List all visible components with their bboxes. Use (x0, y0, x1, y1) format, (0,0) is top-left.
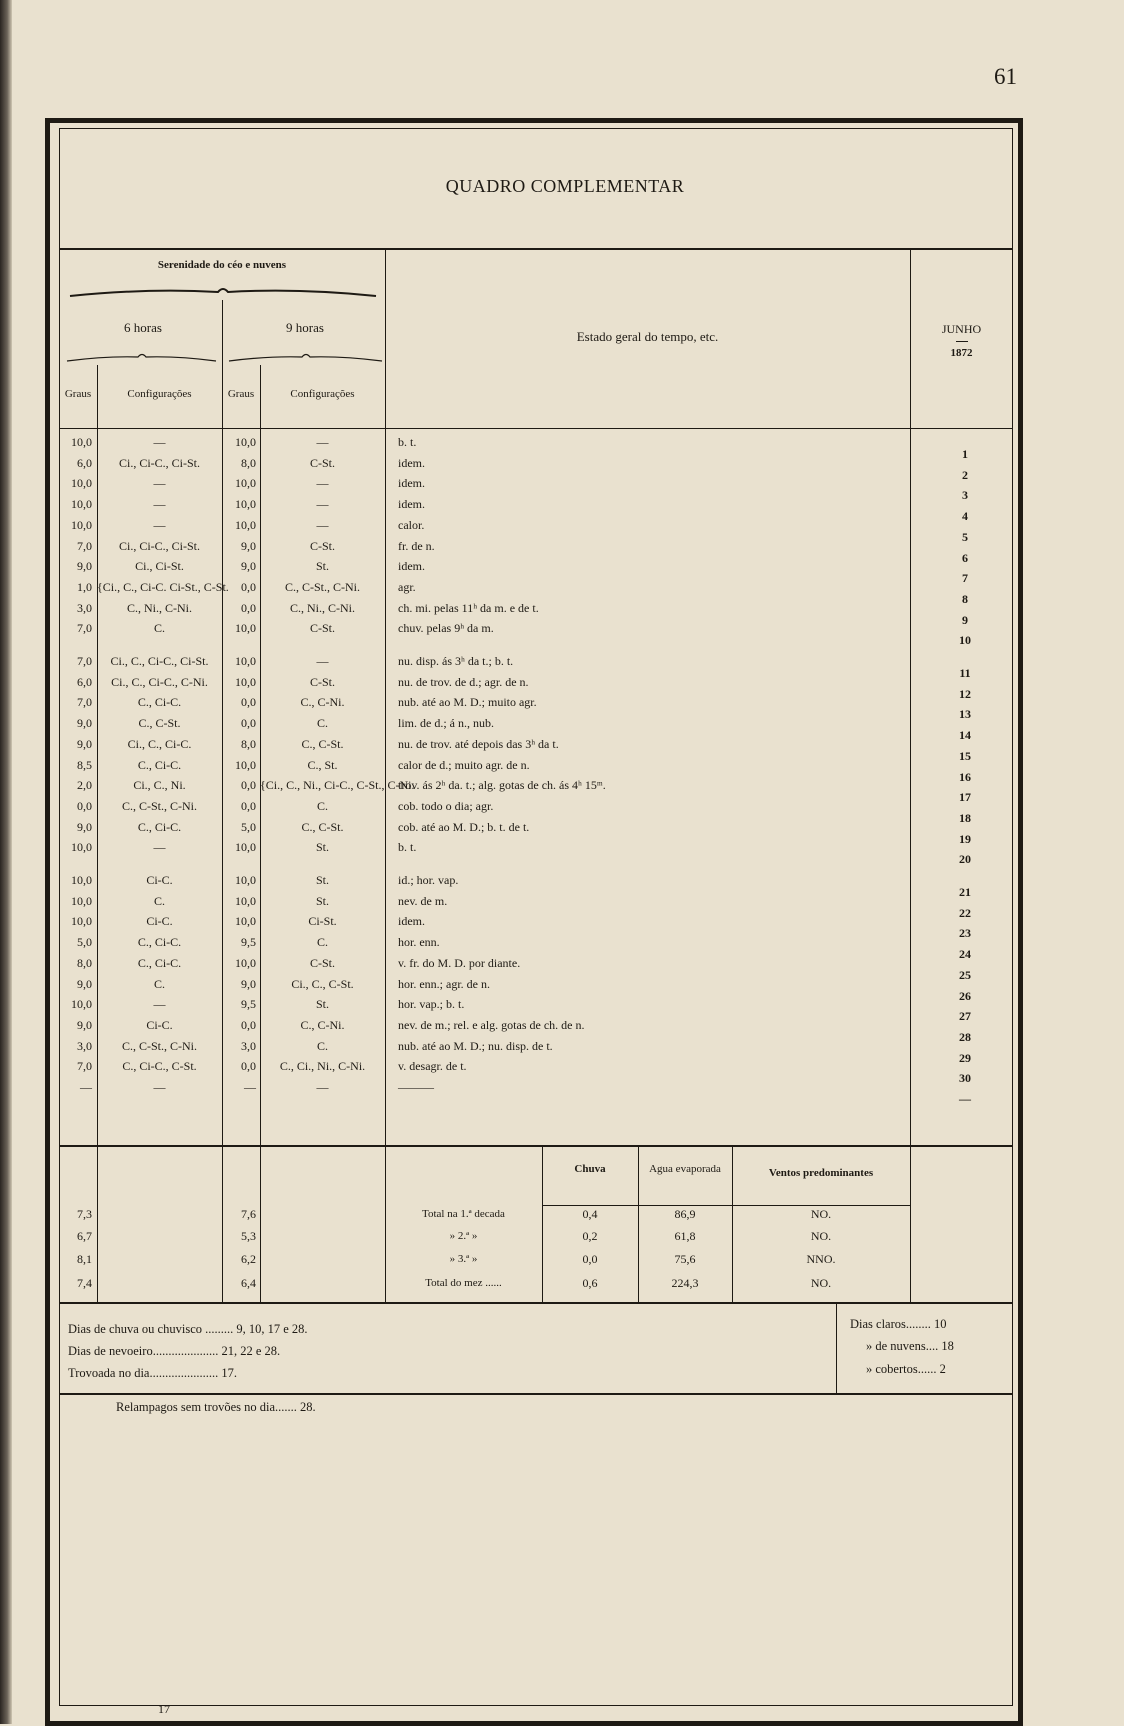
month-rule (956, 341, 968, 342)
graus-6-cell: 9,0 (77, 1018, 92, 1032)
year-header: 1872 (950, 347, 973, 359)
day-cell: 8 (962, 592, 968, 606)
day-cell: 12 (959, 687, 971, 701)
body-bottom-rule (59, 1145, 1013, 1147)
summary-graus-6: 7,4 (77, 1276, 92, 1290)
day-cell: 28 (959, 1030, 971, 1044)
estado-cell: calor de d.; muito agr. de n. (398, 758, 530, 772)
graus-6-header: Graus (64, 388, 92, 400)
config-6-cell: C., C-St., C-Ni. (121, 799, 197, 813)
col-rule-5 (910, 248, 911, 1302)
header-bottom-rule (59, 428, 1013, 429)
estado-cell: hor. enn.; agr. de n. (398, 977, 490, 991)
graus-6-cell: 7,0 (77, 621, 92, 635)
day-cell: — (959, 1092, 971, 1106)
config-9-cell: C., Ni., C-Ni. (289, 601, 355, 615)
summary-graus-9: 7,6 (241, 1207, 256, 1221)
config-9-cell: — (316, 1080, 329, 1094)
estado-cell: b. t. (398, 435, 417, 449)
config-6-cell: Ci., C., Ci-C., Ci-St. (110, 654, 209, 668)
group-header: Serenidade do céo e nuvens (157, 259, 287, 271)
group-brace (68, 286, 378, 298)
graus-6-cell: 10,0 (71, 894, 92, 908)
day-cell: 24 (959, 947, 971, 961)
summary-agua: 75,6 (674, 1252, 696, 1266)
config-6-cell: {Ci., C., Ci-C. Ci-St., C-St. (97, 580, 229, 594)
day-cell: 4 (962, 509, 968, 523)
graus-9-cell: 0,0 (241, 716, 256, 730)
config-6-cell: Ci., C., Ci-C. (127, 737, 192, 751)
ventos-header: Ventos predominantes (768, 1167, 874, 1179)
estado-cell: idem. (398, 497, 425, 511)
config-6-cell: Ci., C., Ni. (133, 778, 186, 792)
graus-6-cell: 6,0 (77, 675, 92, 689)
config-6-cell: C., Ci-C. (137, 820, 182, 834)
day-cell: 7 (962, 571, 968, 585)
summary-bottom-rule (59, 1302, 1013, 1304)
config-6-cell: Ci-C. (146, 873, 173, 887)
estado-cell: calor. (398, 518, 425, 532)
config-9-cell: — (316, 497, 329, 511)
graus-9-cell: 5,0 (241, 820, 256, 834)
summary-graus-6: 7,3 (77, 1207, 92, 1221)
day-cell: 2 (962, 468, 968, 482)
config-6-cell: C. (153, 621, 165, 635)
estado-cell: nu. disp. ás 3ʰ da t.; b. t. (398, 654, 514, 668)
graus-6-cell: 8,0 (77, 956, 92, 970)
estado-cell: idem. (398, 559, 425, 573)
day-cell: 10 (959, 633, 971, 647)
config-9-header: Configurações (290, 388, 355, 400)
config-6-cell: C., Ni., C-Ni. (126, 601, 192, 615)
graus-9-cell: 10,0 (235, 956, 256, 970)
summary-agua: 61,8 (674, 1229, 696, 1243)
config-6-cell: — (153, 497, 166, 511)
summary-chuva: 0,6 (582, 1276, 598, 1290)
summary-graus-9: 6,2 (241, 1252, 256, 1266)
graus-9-cell: 10,0 (235, 894, 256, 908)
config-6-cell: C., C-St. (138, 716, 181, 730)
config-9-cell: C., C-Ni. (300, 695, 345, 709)
day-cell: 1 (962, 447, 968, 461)
config-6-cell: — (153, 997, 166, 1011)
day-cell: 19 (959, 832, 971, 846)
graus-6-cell: 6,0 (77, 456, 92, 470)
hour-6-header: 6 horas (124, 320, 162, 335)
summary-vento: NO. (810, 1276, 832, 1290)
graus-9-cell: 10,0 (235, 873, 256, 887)
hour-6-brace (66, 352, 218, 362)
graus-6-cell: 1,0 (77, 580, 92, 594)
day-cell: 15 (959, 749, 971, 763)
summary-chuva: 0,2 (582, 1229, 598, 1243)
config-6-cell: — (153, 518, 166, 532)
config-6-cell: Ci-C. (146, 1018, 173, 1032)
config-9-cell: — (316, 518, 329, 532)
graus-6-cell: 10,0 (71, 435, 92, 449)
estado-cell: trov. ás 2ʰ da. t.; alg. gotas de ch. ás 4ʰ 15ᵐ. (398, 778, 606, 792)
config-9-cell: C., C-St., C-Ni. (284, 580, 360, 594)
estado-cell: idem. (398, 456, 425, 470)
graus-9-cell: 9,0 (241, 539, 256, 553)
day-cell: 27 (959, 1009, 971, 1023)
config-6-cell: Ci., Ci-C., Ci-St. (118, 456, 201, 470)
estado-cell: fr. de n. (398, 539, 435, 553)
estado-cell: b. t. (398, 840, 417, 854)
graus-9-cell: 0,0 (241, 695, 256, 709)
config-9-cell: St. (315, 894, 329, 908)
config-6-cell: C., Ci-C. (137, 935, 182, 949)
day-cell: 14 (959, 728, 971, 742)
config-9-cell: St. (315, 559, 329, 573)
graus-6-cell: 9,0 (77, 559, 92, 573)
summary-agua: 86,9 (674, 1207, 696, 1221)
graus-6-cell: 8,5 (77, 758, 92, 772)
hour-9-header: 9 horas (286, 320, 324, 335)
book-spine (0, 0, 12, 1724)
estado-cell: hor. vap.; b. t. (398, 997, 465, 1011)
graus-9-cell: 10,0 (235, 758, 256, 772)
summary-chuva: 0,4 (582, 1207, 598, 1221)
hour-9-brace (228, 352, 384, 362)
day-cell: 17 (959, 790, 971, 804)
graus-6-cell: 3,0 (77, 601, 92, 615)
config-6-cell: Ci., Ci-St. (135, 559, 184, 573)
graus-9-cell: 0,0 (241, 580, 256, 594)
footer-chuva: Dias de chuva ou chuvisco ......... 9, 10, 17 e 28. (68, 1322, 308, 1336)
summary-label: » 3.ª » (449, 1253, 478, 1265)
graus-6-cell: 0,0 (77, 799, 92, 813)
month-header: JUNHO (941, 322, 982, 336)
day-cell: 3 (962, 488, 968, 502)
config-9-cell: C. (316, 799, 328, 813)
graus-6-cell: 9,0 (77, 716, 92, 730)
summary-label: » 2.ª » (449, 1230, 478, 1242)
graus-6-cell: 10,0 (71, 840, 92, 854)
footer-nevoeiro: Dias de nevoeiro..................... 21, 22 e 28. (68, 1344, 281, 1358)
graus-6-cell: 10,0 (71, 476, 92, 490)
estado-cell: nub. até ao M. D.; nu. disp. de t. (398, 1039, 553, 1053)
day-cell: 6 (962, 551, 968, 565)
estado-cell: nu. de trov. de d.; agr. de n. (398, 675, 529, 689)
day-cell: 23 (959, 926, 971, 940)
estado-cell: cob. todo o dia; agr. (398, 799, 494, 813)
graus-9-header: Graus (227, 388, 255, 400)
config-9-cell: — (316, 476, 329, 490)
graus-6-cell: 3,0 (77, 1039, 92, 1053)
graus-6-cell: 10,0 (71, 497, 92, 511)
config-6-cell: Ci-C. (146, 914, 173, 928)
footer-claros: Dias claros........ 10 (850, 1317, 947, 1331)
graus-6-cell: 10,0 (71, 997, 92, 1011)
config-9-cell: C. (316, 716, 328, 730)
estado-cell: chuv. pelas 9ʰ da m. (398, 621, 494, 635)
graus-9-cell: 3,0 (241, 1039, 256, 1053)
summary-label: Total na 1.ª decada (422, 1208, 505, 1220)
sheet-number: 17 (158, 1702, 170, 1716)
graus-6-cell: 9,0 (77, 737, 92, 751)
estado-cell: id.; hor. vap. (398, 873, 459, 887)
graus-6-cell: 5,0 (77, 935, 92, 949)
day-cell: 21 (959, 885, 971, 899)
config-9-cell: C. (316, 1039, 328, 1053)
config-6-cell: — (153, 476, 166, 490)
graus-9-cell: 10,0 (235, 654, 256, 668)
config-9-cell: St. (315, 873, 329, 887)
config-6-cell: Ci., Ci-C., Ci-St. (118, 539, 201, 553)
day-cell: 11 (959, 666, 971, 680)
graus-9-cell: 10,0 (235, 675, 256, 689)
estado-cell: idem. (398, 476, 425, 490)
day-cell: 30 (959, 1071, 971, 1085)
config-6-cell: C., Ci-C. (137, 758, 182, 772)
graus-6-cell: 7,0 (77, 1059, 92, 1073)
estado-cell: v. fr. do M. D. por diante. (398, 956, 521, 970)
config-9-cell: C., C-Ni. (300, 1018, 345, 1032)
day-cell: 20 (959, 852, 971, 866)
graus-6-cell: 10,0 (71, 914, 92, 928)
day-cell: 25 (959, 968, 971, 982)
graus-9-cell: 9,0 (241, 977, 256, 991)
graus-9-cell: 10,0 (235, 840, 256, 854)
graus-9-cell: 10,0 (235, 476, 256, 490)
day-cell: 13 (959, 707, 971, 721)
graus-9-cell: 0,0 (241, 601, 256, 615)
summary-vento: NO. (810, 1229, 832, 1243)
config-6-cell: C., Ci-C. (137, 956, 182, 970)
config-9-cell: C-St. (309, 539, 335, 553)
config-9-cell: {Ci., C., Ni., Ci-C., C-St., C-Ni. (260, 778, 415, 792)
estado-cell: hor. enn. (398, 935, 440, 949)
config-9-cell: St. (315, 840, 329, 854)
config-9-cell: C., C-St. (301, 820, 344, 834)
graus-9-cell: 10,0 (235, 518, 256, 532)
agua-header: Agua evaporada (649, 1163, 721, 1175)
config-6-cell: C., Ci-C., C-St. (122, 1059, 197, 1073)
graus-6-cell: 7,0 (77, 539, 92, 553)
config-6-cell: C. (153, 894, 165, 908)
summary-graus-9: 5,3 (241, 1229, 256, 1243)
footer-col-rule (836, 1302, 837, 1393)
config-9-cell: C-St. (309, 621, 335, 635)
config-6-cell: C., C-St., C-Ni. (121, 1039, 197, 1053)
config-9-cell: C-St. (309, 675, 335, 689)
graus-6-cell: 10,0 (71, 518, 92, 532)
config-9-cell: C., St. (307, 758, 338, 772)
graus-6-cell: 9,0 (77, 977, 92, 991)
config-6-cell: Ci., C., Ci-C., C-Ni. (111, 675, 208, 689)
estado-cell: agr. (398, 580, 416, 594)
graus-6-cell: 9,0 (77, 820, 92, 834)
day-cell: 18 (959, 811, 971, 825)
config-9-cell: C-St. (309, 956, 335, 970)
graus-9-cell: 9,5 (241, 935, 256, 949)
estado-cell: idem. (398, 914, 425, 928)
day-cell: 29 (959, 1051, 971, 1065)
day-cell: 16 (959, 770, 971, 784)
config-9-cell: C-St. (309, 456, 335, 470)
estado-cell: lim. de d.; á n., nub. (398, 716, 494, 730)
table-top-rule (59, 248, 1013, 250)
day-cell: 5 (962, 530, 968, 544)
graus-9-cell: — (244, 1080, 256, 1094)
estado-cell: nev. de m.; rel. e alg. gotas de ch. de n. (398, 1018, 585, 1032)
graus-9-cell: 9,5 (241, 997, 256, 1011)
graus-6-cell: 2,0 (77, 778, 92, 792)
graus-9-cell: 9,0 (241, 559, 256, 573)
footer-bottom-rule (59, 1393, 1013, 1395)
summary-graus-9: 6,4 (241, 1276, 256, 1290)
graus-9-cell: 8,0 (241, 456, 256, 470)
summary-head-rule (542, 1205, 910, 1206)
estado-cell: ch. mi. pelas 11ʰ da m. e de t. (398, 601, 539, 615)
config-9-cell: — (316, 435, 329, 449)
estado-cell: nu. de trov. até depois das 3ʰ da t. (398, 737, 559, 751)
day-cell: 26 (959, 989, 971, 1003)
config-6-cell: — (153, 1080, 166, 1094)
summary-graus-6: 6,7 (77, 1229, 92, 1243)
config-9-cell: Ci-St. (308, 914, 337, 928)
estado-cell: ——— (398, 1080, 434, 1094)
graus-9-cell: 10,0 (235, 914, 256, 928)
config-6-header: Configurações (127, 388, 192, 400)
footer-trovoada: Trovoada no dia...................... 17. (68, 1366, 237, 1380)
config-6-cell: C., Ci-C. (137, 695, 182, 709)
footer-nuvens: » de nuvens.... 18 (866, 1339, 954, 1353)
graus-9-cell: 0,0 (241, 799, 256, 813)
day-cell: 22 (959, 906, 971, 920)
config-9-cell: St. (315, 997, 329, 1011)
config-9-cell: Ci., C., C-St. (291, 977, 354, 991)
config-9-cell: C. (316, 935, 328, 949)
estado-cell: nev. de m. (398, 894, 448, 908)
estado-cell: nub. até ao M. D.; muito agr. (398, 695, 537, 709)
estado-cell: v. desagr. de t. (398, 1059, 467, 1073)
summary-vento: NNO. (806, 1252, 836, 1266)
page-title: QUADRO COMPLEMENTAR (445, 176, 685, 196)
graus-6-cell: 7,0 (77, 654, 92, 668)
graus-9-cell: 10,0 (235, 497, 256, 511)
graus-6-cell: — (80, 1080, 92, 1094)
summary-vento: NO. (810, 1207, 832, 1221)
config-9-cell: C., Ci., Ni., C-Ni. (279, 1059, 366, 1073)
footer-relampagos: Relampagos sem trovões no dia....... 28. (116, 1400, 316, 1414)
graus-6-cell: 7,0 (77, 695, 92, 709)
graus-9-cell: 10,0 (235, 435, 256, 449)
graus-9-cell: 10,0 (235, 621, 256, 635)
graus-9-cell: 0,0 (241, 1059, 256, 1073)
config-6-cell: — (153, 435, 166, 449)
config-6-cell: — (153, 840, 166, 854)
estado-cell: cob. até ao M. D.; b. t. de t. (398, 820, 530, 834)
config-9-cell: — (316, 654, 329, 668)
graus-6-cell: 10,0 (71, 873, 92, 887)
graus-9-cell: 8,0 (241, 737, 256, 751)
footer-cobertos: » cobertos...... 2 (866, 1362, 946, 1376)
col-rule-4 (385, 248, 386, 1302)
summary-agua: 224,3 (671, 1276, 699, 1290)
config-9-cell: C., C-St. (301, 737, 344, 751)
page-number: 61 (994, 64, 1017, 89)
graus-9-cell: 0,0 (241, 778, 256, 792)
config-6-cell: C. (153, 977, 165, 991)
estado-header: Estado geral do tempo, etc. (576, 329, 719, 344)
summary-chuva: 0,0 (582, 1252, 598, 1266)
graus-9-cell: 0,0 (241, 1018, 256, 1032)
summary-graus-6: 8,1 (77, 1252, 92, 1266)
chuva-header: Chuva (574, 1163, 606, 1175)
day-cell: 9 (962, 613, 968, 627)
summary-label: Total do mez ...... (425, 1277, 502, 1289)
